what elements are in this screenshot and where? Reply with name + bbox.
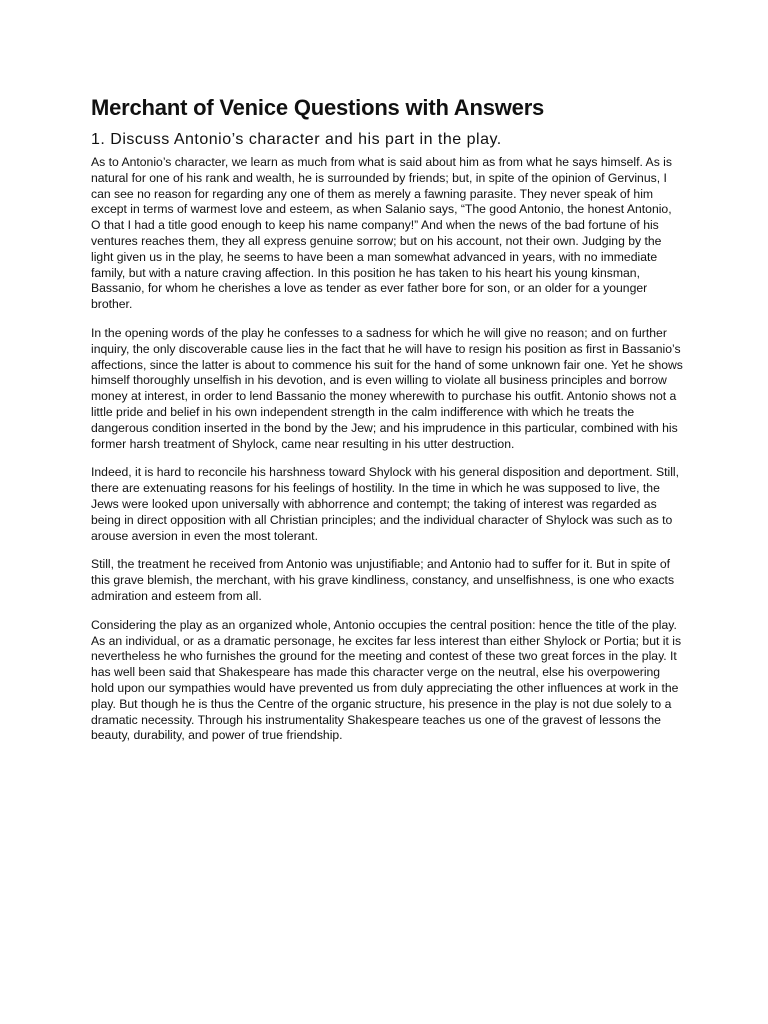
paragraph-3: Indeed, it is hard to reconcile his harshness toward Shylock with his general disposition and deportment. Still, there are extenuating reasons for his feelings of hostility. In the time in which he was supposed to live, the Jews were looked upon universally with abhorrence and contempt; the taking of interest was regarded as being in direct opposition with all Christian principles; and the individual character of Shylock was such as to arouse aversion in even the most tolerant.	[91, 465, 680, 543]
document-title: Merchant of Venice Questions with Answers	[91, 95, 545, 120]
document-body	[91, 94, 683, 744]
question-heading: 1. Discuss Antonio’s character and his part in the play.	[91, 131, 502, 148]
paragraph-4: Still, the treatment he received from Antonio was unjustifiable; and Antonio had to suffer for it. But in spite of this grave blemish, the merchant, with his grave kindliness, constancy, and unselfishness, is one who exacts admiration and esteem from all.	[91, 557, 675, 603]
paragraph-1: As to Antonio’s character, we learn as much from what is said about him as from what he says himself. As is natural for one of his rank and wealth, he is surrounded by friends; but, in spite of the opinion of Gervinus, I can see no reason for regarding any one of them as merely a fawning parasite. They never speak of him except in terms of warmest love and esteem, as when Salanio says, “The good Antonio, the honest Antonio, O that I had a title good enough to keep his name company!” And when the news of the bad fortune of his ventures reaches them, they all express genuine sorrow; but on his account, not their own. Judging by the light given us in the play, he seems to have been a man somewhat advanced in years, with no immediate family, but with a nature craving affection. In this position he has taken to his heart his young kinsman, Bassanio, for whom he cherishes a love as tender as ever father bore for son, or an older for a younger brother.	[91, 155, 672, 312]
paragraph-2: In the opening words of the play he confesses to a sadness for which he will give no reason; and on further inquiry, the only discoverable cause lies in the fact that he will have to resign his position as first in Bassanio’s affections, since the latter is about to commence his suit for the hand of some unknown fair one. Yet he shows himself thoroughly unselfish in his devotion, and is even willing to violate all business principles and borrow money at interest, in order to lend Bassanio the money wherewith to purchase his outfit. Antonio shows not a little pride and belief in his own independent strength in the calm indifference with which he treats the dangerous condition inserted in the bond by the Jew; and his imprudence in this particular, combined with his former harsh treatment of Shylock, came near resulting in his utter destruction.	[91, 325, 683, 451]
paragraph-5: Considering the play as an organized whole, Antonio occupies the central position: hence the title of the play. As an individual, or as a dramatic personage, he excites far less interest than either Shylock or Portia; but it is nevertheless he who furnishes the ground for the meeting and contest of these two great forces in the play. It has well been said that Shakespeare has made this character verge on the neutral, else his overpowering hold upon our sympathies would have prevented us from duly appreciating the other influences at work in the play. But though he is thus the Centre of the organic structure, his presence in the play is not due solely to a dramatic necessity. Through his instrumentality Shakespeare teaches us one of the gravest of lessons the beauty, durability, and power of true friendship.	[91, 617, 682, 743]
